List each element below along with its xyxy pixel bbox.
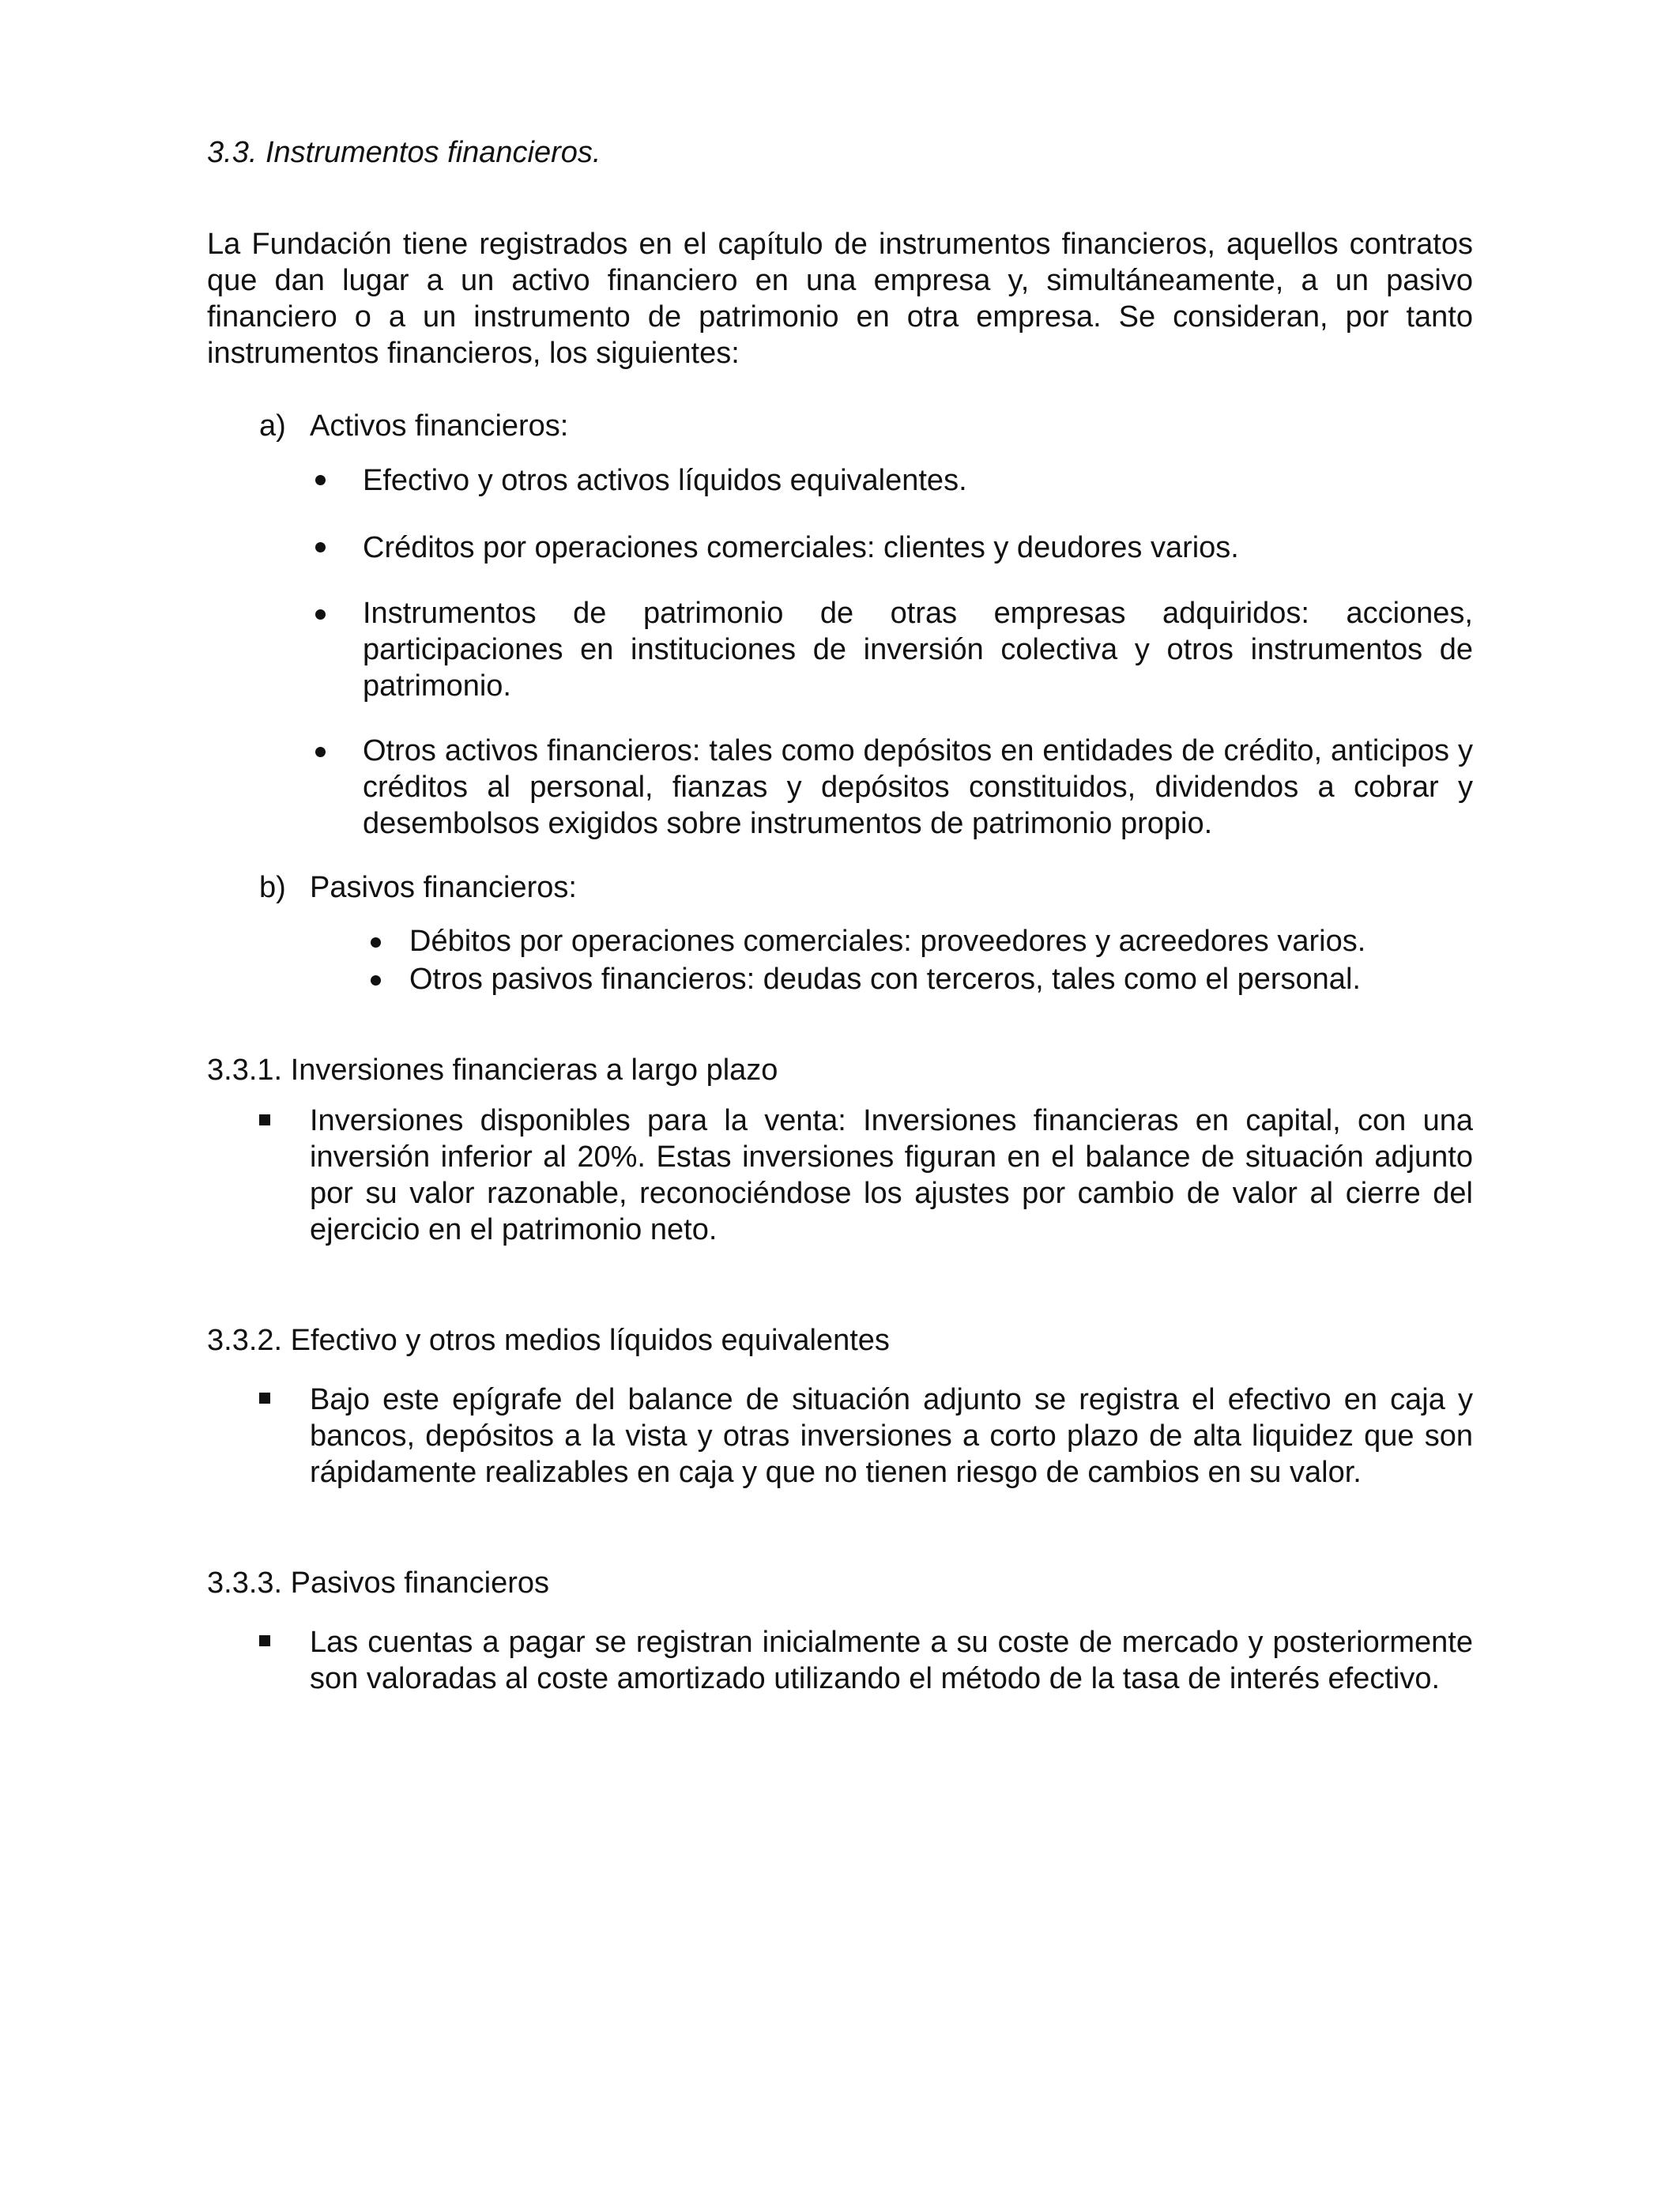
section-heading: 3.3. Instrumentos financieros. <box>207 136 601 169</box>
bullet-square-icon <box>259 1393 270 1404</box>
bullet-dot-icon <box>315 747 326 757</box>
subsection-text-3: Las cuentas a pagar se registran inicialmente a su coste de mercado y posteriormente son valoradas al coste amortizado utilizando el método de la tasa de interés efectivo. <box>310 1626 1473 1695</box>
list-b-item-1: Débitos por operaciones comerciales: proveedores y acreedores varios. <box>409 925 1366 958</box>
bullet-square-icon <box>259 1635 270 1646</box>
subsection-text-1: Inversiones disponibles para la venta: Inversiones financieras en capital, con una inversión inferior al 20%. Estas inversiones figuran en el balance de situación adjunto por su valor razonable, reconociéndose los ajustes por cambio de valor al cierre del ejercicio en el patrimonio neto. <box>310 1104 1473 1246</box>
subsection-heading-1: 3.3.1. Inversiones financieras a largo plazo <box>207 1054 778 1087</box>
intro-paragraph: La Fundación tiene registrados en el capítulo de instrumentos financieros, aquellos contratos que dan lugar a un activo financiero en una empresa y, simultáneamente, a un pasivo financiero o a un instrumento de patrimonio en otra empresa. Se consideran, por tanto instrumentos financieros, los siguientes: <box>207 228 1473 370</box>
list-a-item-3: Instrumentos de patrimonio de otras empresas adquiridos: acciones, participaciones en instituciones de inversión colectiva y otros instrumentos de patrimonio. <box>363 597 1473 703</box>
bullet-square-icon <box>259 1114 270 1125</box>
list-b-item-2: Otros pasivos financieros: deudas con terceros, tales como el personal. <box>409 963 1361 996</box>
bullet-dot-icon <box>371 937 381 948</box>
list-b-title: Pasivos financieros: <box>310 871 577 904</box>
subsection-text-2: Bajo este epígrafe del balance de situación adjunto se registra el efectivo en caja y bancos, depósitos a la vista y otras inversiones a corto plazo de alta liquidez que son rápidamente realizables en caja y que no tienen riesgo de cambios en su valor. <box>310 1383 1473 1489</box>
subsection-heading-2: 3.3.2. Efectivo y otros medios líquidos equivalentes <box>207 1324 890 1357</box>
list-a-item-2: Créditos por operaciones comerciales: clientes y deudores varios. <box>363 531 1239 564</box>
list-a-marker: a) <box>259 409 286 443</box>
list-a-title: Activos financieros: <box>310 409 569 443</box>
bullet-dot-icon <box>371 975 381 986</box>
list-a-item-1: Efectivo y otros activos líquidos equivalentes. <box>363 464 967 497</box>
list-a-item-4: Otros activos financieros: tales como depósitos en entidades de crédito, anticipos y créditos al personal, fianzas y depósitos constituidos, dividendos a cobrar y desembolsos exigidos sobre instrumentos de patrimonio propio. <box>363 734 1473 840</box>
bullet-dot-icon <box>315 609 326 620</box>
bullet-dot-icon <box>315 475 326 485</box>
bullet-dot-icon <box>315 542 326 552</box>
subsection-heading-3: 3.3.3. Pasivos financieros <box>207 1566 550 1600</box>
list-b-marker: b) <box>259 871 286 904</box>
